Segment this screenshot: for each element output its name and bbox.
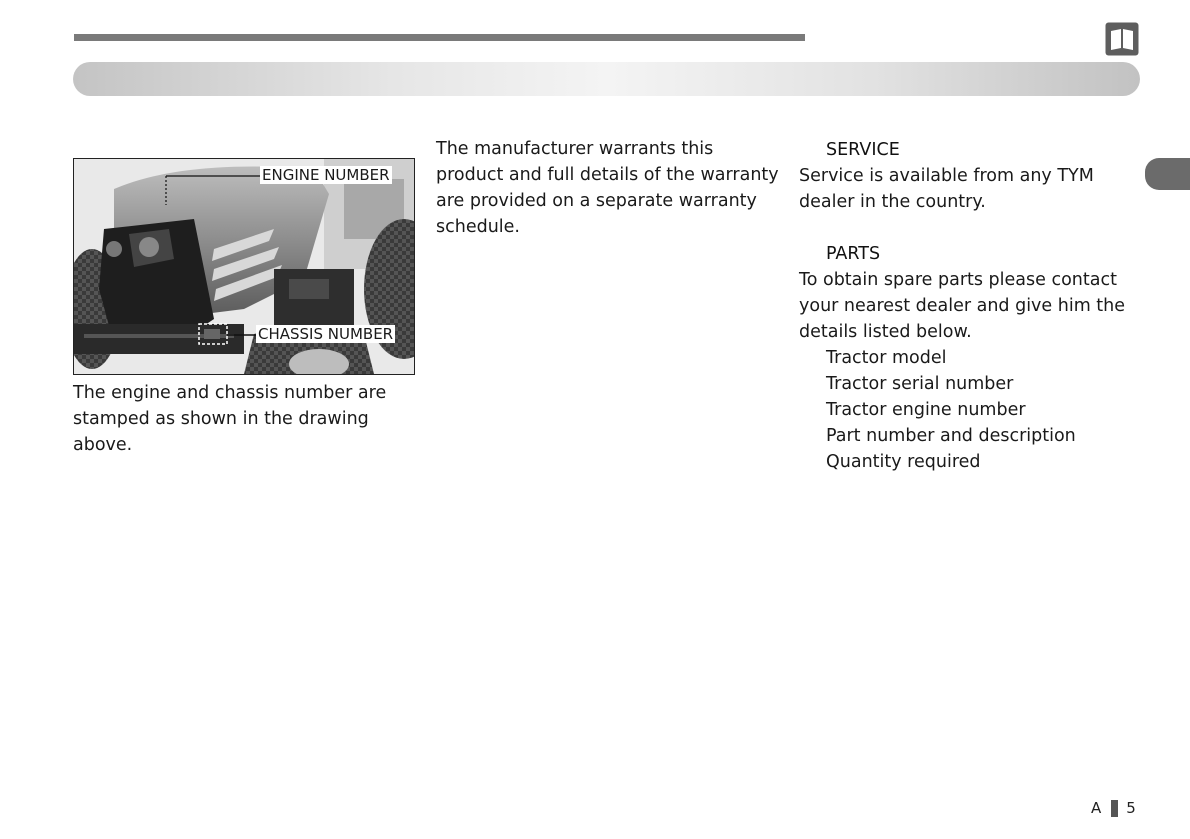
section-side-tab	[1145, 158, 1190, 190]
header-rule	[74, 34, 805, 41]
parts-heading: PARTS	[826, 244, 881, 264]
section-header-band	[73, 62, 1140, 96]
manual-book-icon	[1105, 22, 1139, 56]
parts-details-list	[826, 345, 1076, 475]
list-item: Tractor serial number	[826, 374, 1014, 394]
warranty-text: The manufacturer warrants this product and full details of the warranty are provided on a separate warranty schedule.	[436, 139, 779, 237]
section-letter: A	[1091, 799, 1102, 817]
page-number: 5	[1126, 799, 1136, 817]
figure-caption: The engine and chassis number are stamped as shown in the drawing above.	[73, 383, 387, 455]
list-item: Quantity required	[826, 452, 981, 472]
service-text: Service is available from any TYM dealer in the country.	[799, 166, 1094, 212]
footer-divider	[1111, 800, 1118, 817]
chassis-number-callout: CHASSIS NUMBER	[258, 325, 394, 343]
list-item: Tractor engine number	[826, 400, 1026, 420]
tractor-figure	[73, 158, 415, 375]
service-heading: SERVICE	[826, 140, 900, 160]
list-item: Part number and description	[826, 426, 1076, 446]
engine-number-callout: ENGINE NUMBER	[262, 166, 390, 184]
page-footer	[1091, 799, 1136, 817]
parts-text: To obtain spare parts please contact your nearest dealer and give him the details listed below.	[799, 270, 1126, 342]
list-item: Tractor model	[826, 348, 947, 368]
